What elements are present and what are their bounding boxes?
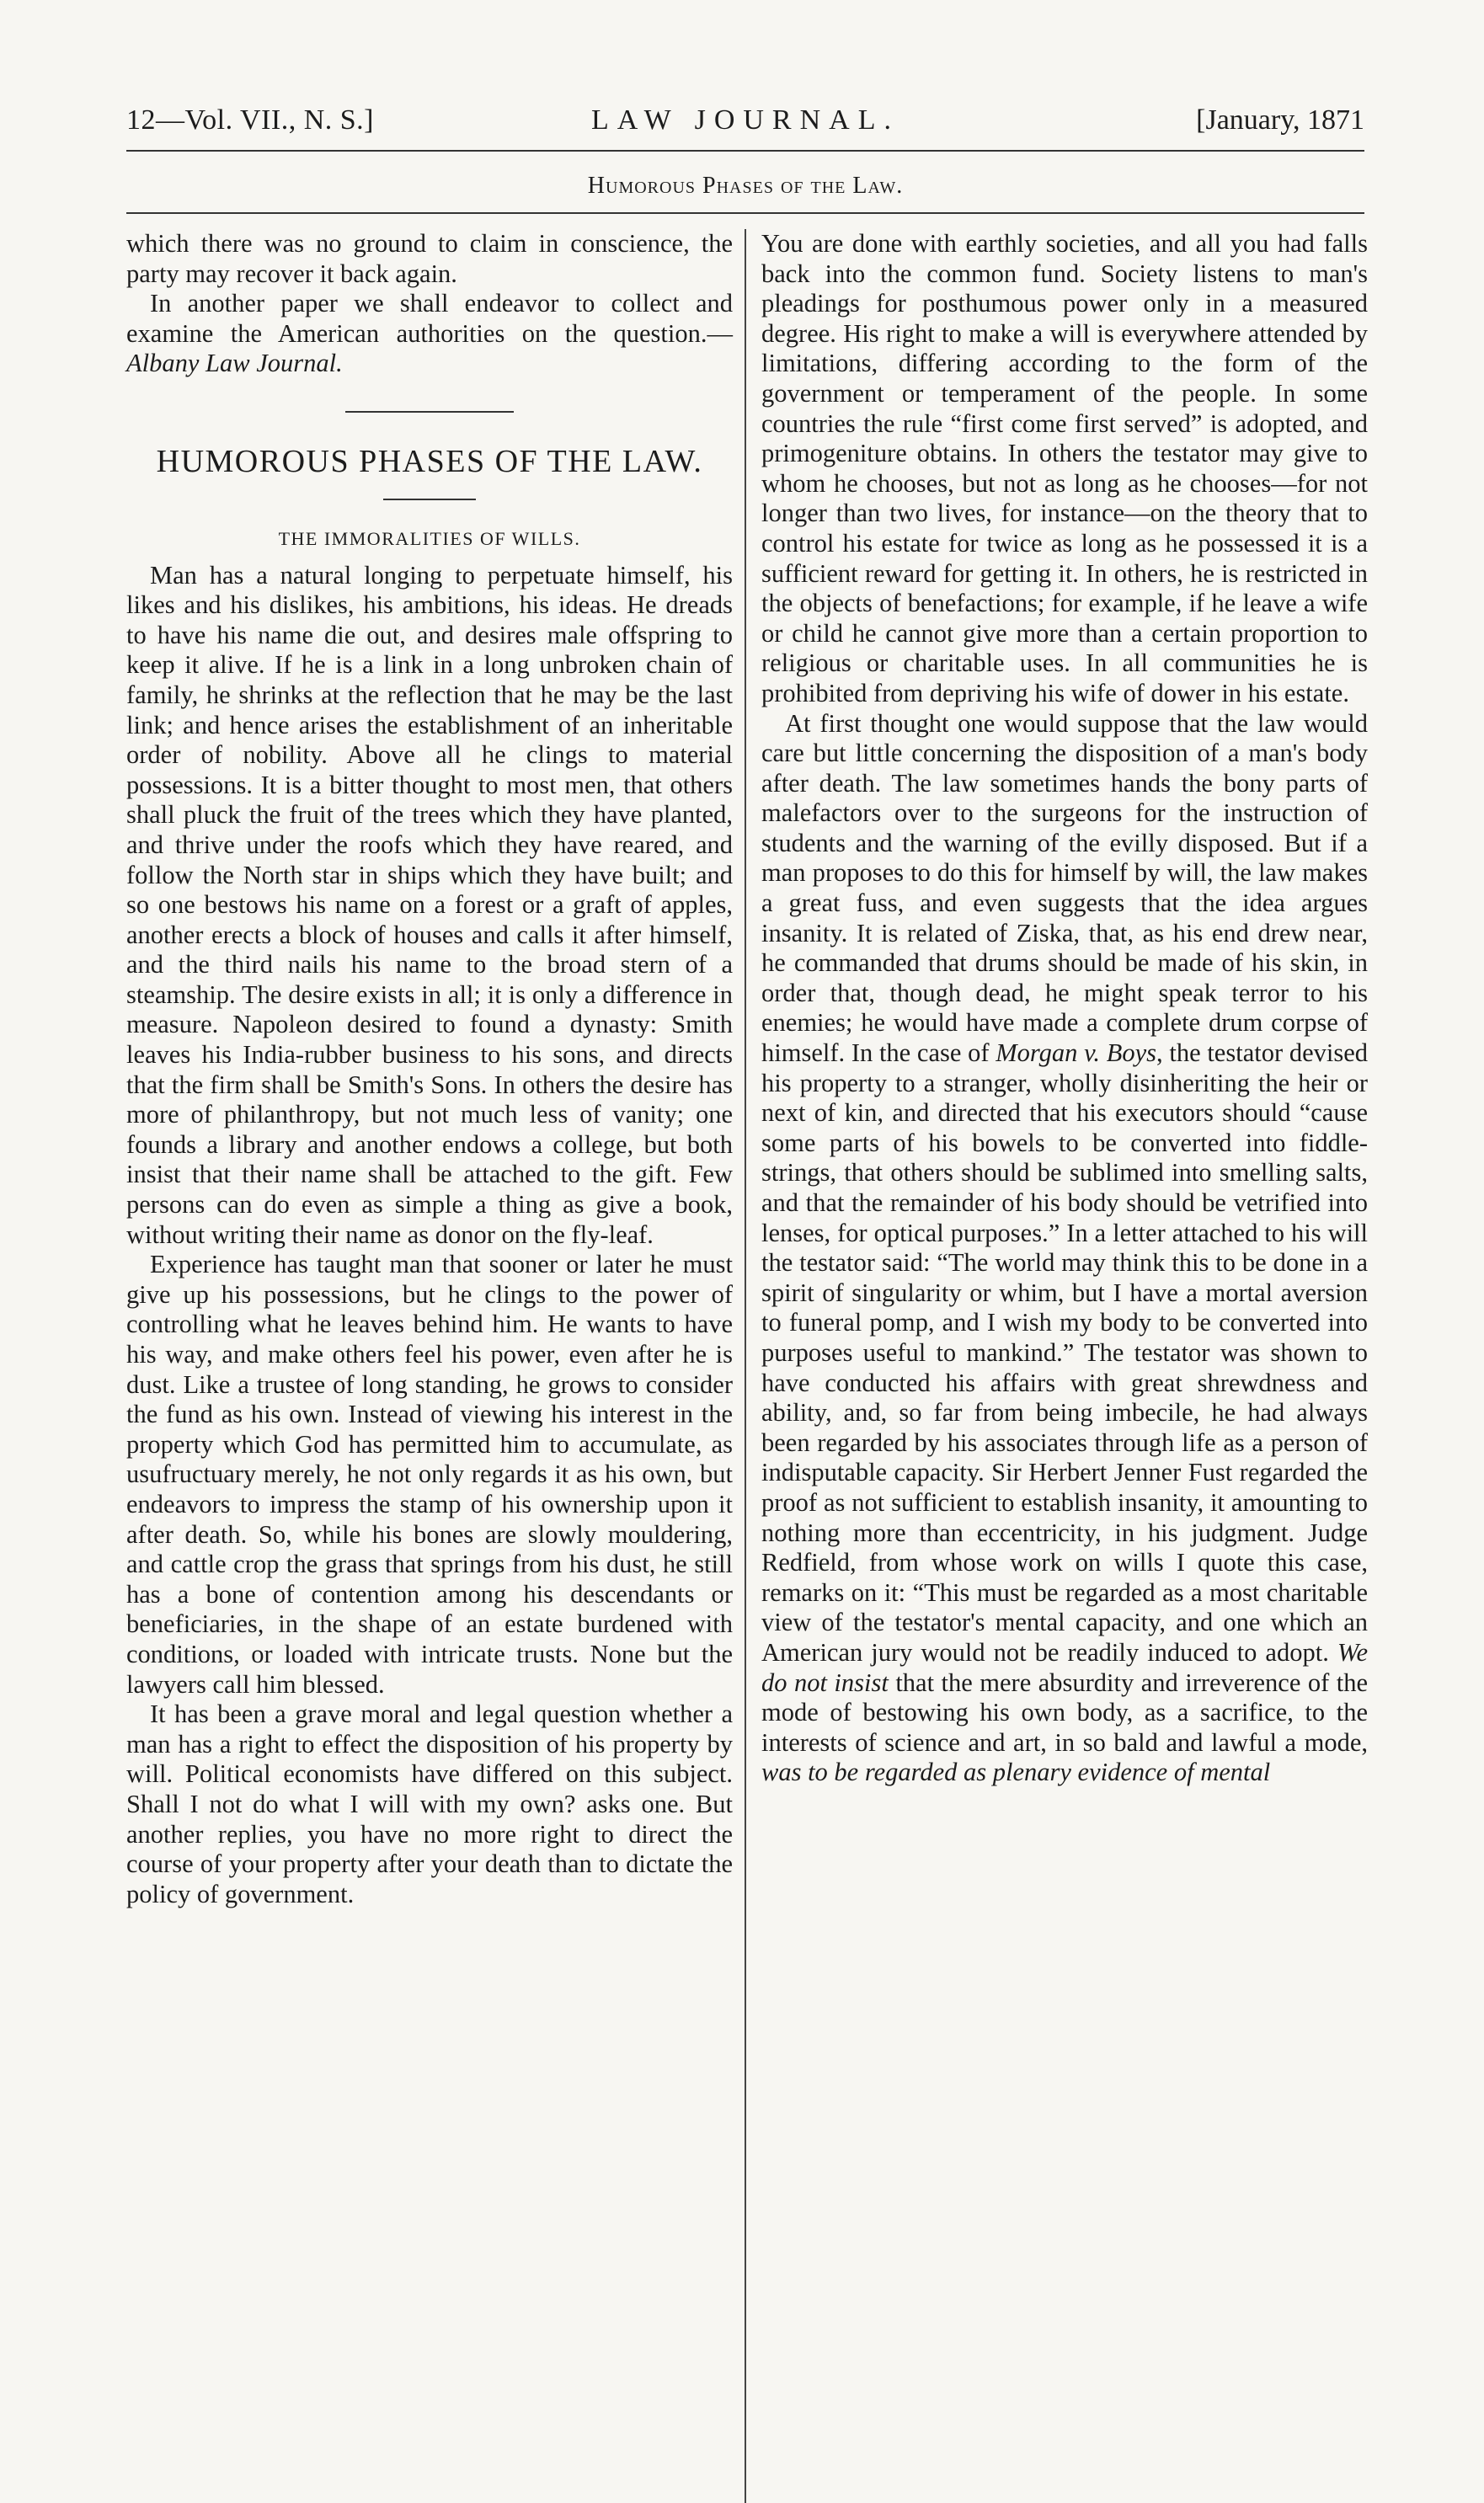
case-name: Morgan v. Boys	[996, 1038, 1157, 1068]
paragraph-text: At first thought one would suppose that the law would care but little concerning the disposition of a man's body after death. The law sometimes hands the bony parts of malefactors over to the surgeons for the instruction of students and the warning of the evilly disposed. But if a man proposes to do this for himself by will, the law makes a great fuss, and even suggests that the idea argues insanity. It is related of Ziska, that, as his end drew near, he commanded that drums should be made of his skin, in order that, though dead, he might speak terror to his enemies; he would have made a complete drum corpse of himself. In the case of	[761, 708, 1368, 1068]
body-paragraph: Experience has taught man that sooner or later he must give up his possessions, but he clings to the power of controlling what he leaves behind him. He wants to have his way, and make others feel his power, even after he is dust. Like a trustee of long standing, he grows to consider the fund as his own. Instead of viewing his interest in the property which God has permitted him to accumulate, as usufructuary merely, he not only regards it as his own, but endeavors to impress the stamp of his ownership upon it after death. So, while his bones are slowly mouldering, and cattle crop the grass that springs from his dust, he still has a bone of contention among his descendants or beneficiaries, in the shape of an estate burdened with conditions, or loaded with intricate trusts. None but the lawyers call him blessed.	[126, 1250, 733, 1699]
journal-title: LAW JOURNAL.	[591, 104, 899, 136]
prev-article-source: Albany Law Journal.	[126, 349, 343, 378]
body-paragraph: You are done with earthly societies, and all you had falls back into the common fund. Society listens to man's pleadings for posthumous power only in a measured degree. His right to make a will is everywhere attended by limitations, differing according to the form of the government or temperament of the people. In some countries the rule “first come first served” is adopted, and primogeniture obtains. In others the testator may give to whom he chooses, but not as long as he chooses—for not longer than two lives, for instance—on the theory that to control his estate for twice as long as he possessed it is a sufficient reward for getting it. In others, he is restricted in the objects of benefactions; for example, if he leave a wife or child he cannot give more than a certain proportion to religious or charitable uses. In all communities he is prohibited from depriving his wife of dower in his estate.	[761, 229, 1368, 707]
prev-article-end: which there was no ground to claim in conscience, the party may recover it back again.	[126, 229, 733, 288]
emphasis-text: was to be regarded as plenary evidence of mental	[761, 1758, 1271, 1787]
volume-info: 12—Vol. VII., N. S.]	[126, 104, 374, 136]
paragraph-text: that the mere absurdity and irreverence of the mode of bestowing his own body, as a sacrifice, to the interests of science and art, in so bald and lawful a mode,	[761, 1668, 1368, 1757]
article-subtitle: THE IMMORALITIES OF WILLS.	[278, 527, 581, 549]
section-rule	[126, 212, 1364, 214]
title-rule	[383, 499, 476, 500]
header-rule	[126, 150, 1364, 152]
body-paragraph: Man has a natural longing to perpetuate himself, his likes and his dislikes, his ambitions, his ideas. He dreads to have his name die out, and desires male offspring to keep it alive. If he is a link in a long unbroken chain of family, he shrinks at the reflection that he may be the last link; and hence arises the establishment of an inheritable order of nobility. Above all he clings to material possessions. It is a bitter thought to most men, that others shall pluck the fruit of the trees which they have planted, and thrive under the roofs which they have reared, and follow the North star in ships which they have built; and so one bestows his name on a forest or a graft of apples, another erects a block of houses and calls it after himself, and the third nails his name to the broad stern of a steamship. The desire exists in all; it is only a difference in measure. Napoleon desired to found a dynasty: Smith leaves his India-rubber business to his sons, and directs that the firm shall be Smith's Sons. In others the desire has more of philanthropy, but not much less of vanity; one founds a library and another endows a college, but both insist that their name shall be attached to the gift. Few persons can do even as simple a thing as give a book, without writing their name as donor on the fly-leaf.	[126, 560, 733, 1249]
section-heading: Humorous Phases of the Law.	[587, 173, 904, 199]
issue-date: [January, 1871	[1196, 104, 1364, 136]
body-paragraph	[761, 709, 1368, 1788]
prev-article-closing-text: In another paper we shall endeavor to collect and examine the American authorities on the question.—	[126, 289, 733, 348]
prev-article-closing	[126, 289, 733, 379]
body-paragraph: It has been a grave moral and legal question whether a man has a right to effect the disposition of his property by will. Political economists have differed on this subject. Shall I not do what I will with my own? asks one. But another replies, you have no more right to direct the course of your property after your death than to dictate the policy of government.	[126, 1700, 733, 1908]
emphasis-text: We do not insist	[761, 1637, 1368, 1697]
left-column	[126, 229, 733, 1909]
article-title: HUMOROUS PHASES OF THE LAW.	[156, 443, 703, 479]
article-separator	[345, 411, 514, 413]
right-column	[761, 229, 1368, 1788]
paragraph-text: , the testator devised his property to a stranger, wholly disinheriting the heir or next of kin, and directed that his executors should “cause some parts of his bowels to be converted into fiddle-strings, that others should be sublimed into smelling salts, and that the remainder of his body should be vetrified into lenses, for optical purposes.” In a letter attached to his will the testator said: “The world may think this to be done in a spirit of singularity or whim, but I have a mortal aversion to funeral pomp, and I wish my body to be converted into purposes useful to mankind.” The testator was shown to have conducted his affairs with great shrewdness and ability, and, so far from being imbecile, he had always been regarded by his associates through life as a person of indisputable capacity. Sir Herbert Jenner Fust regarded the proof as not sufficient to establish insanity, it amounting to nothing more than eccentricity, in his judgment. Judge Redfield, from whose work on wills I quote this case, remarks on it: “This must be regarded as a most charitable view of the testator's mental capacity, and one which an American jury would not be readily induced to adopt.	[761, 1038, 1368, 1667]
column-divider	[745, 229, 746, 2503]
running-head	[126, 99, 1364, 141]
